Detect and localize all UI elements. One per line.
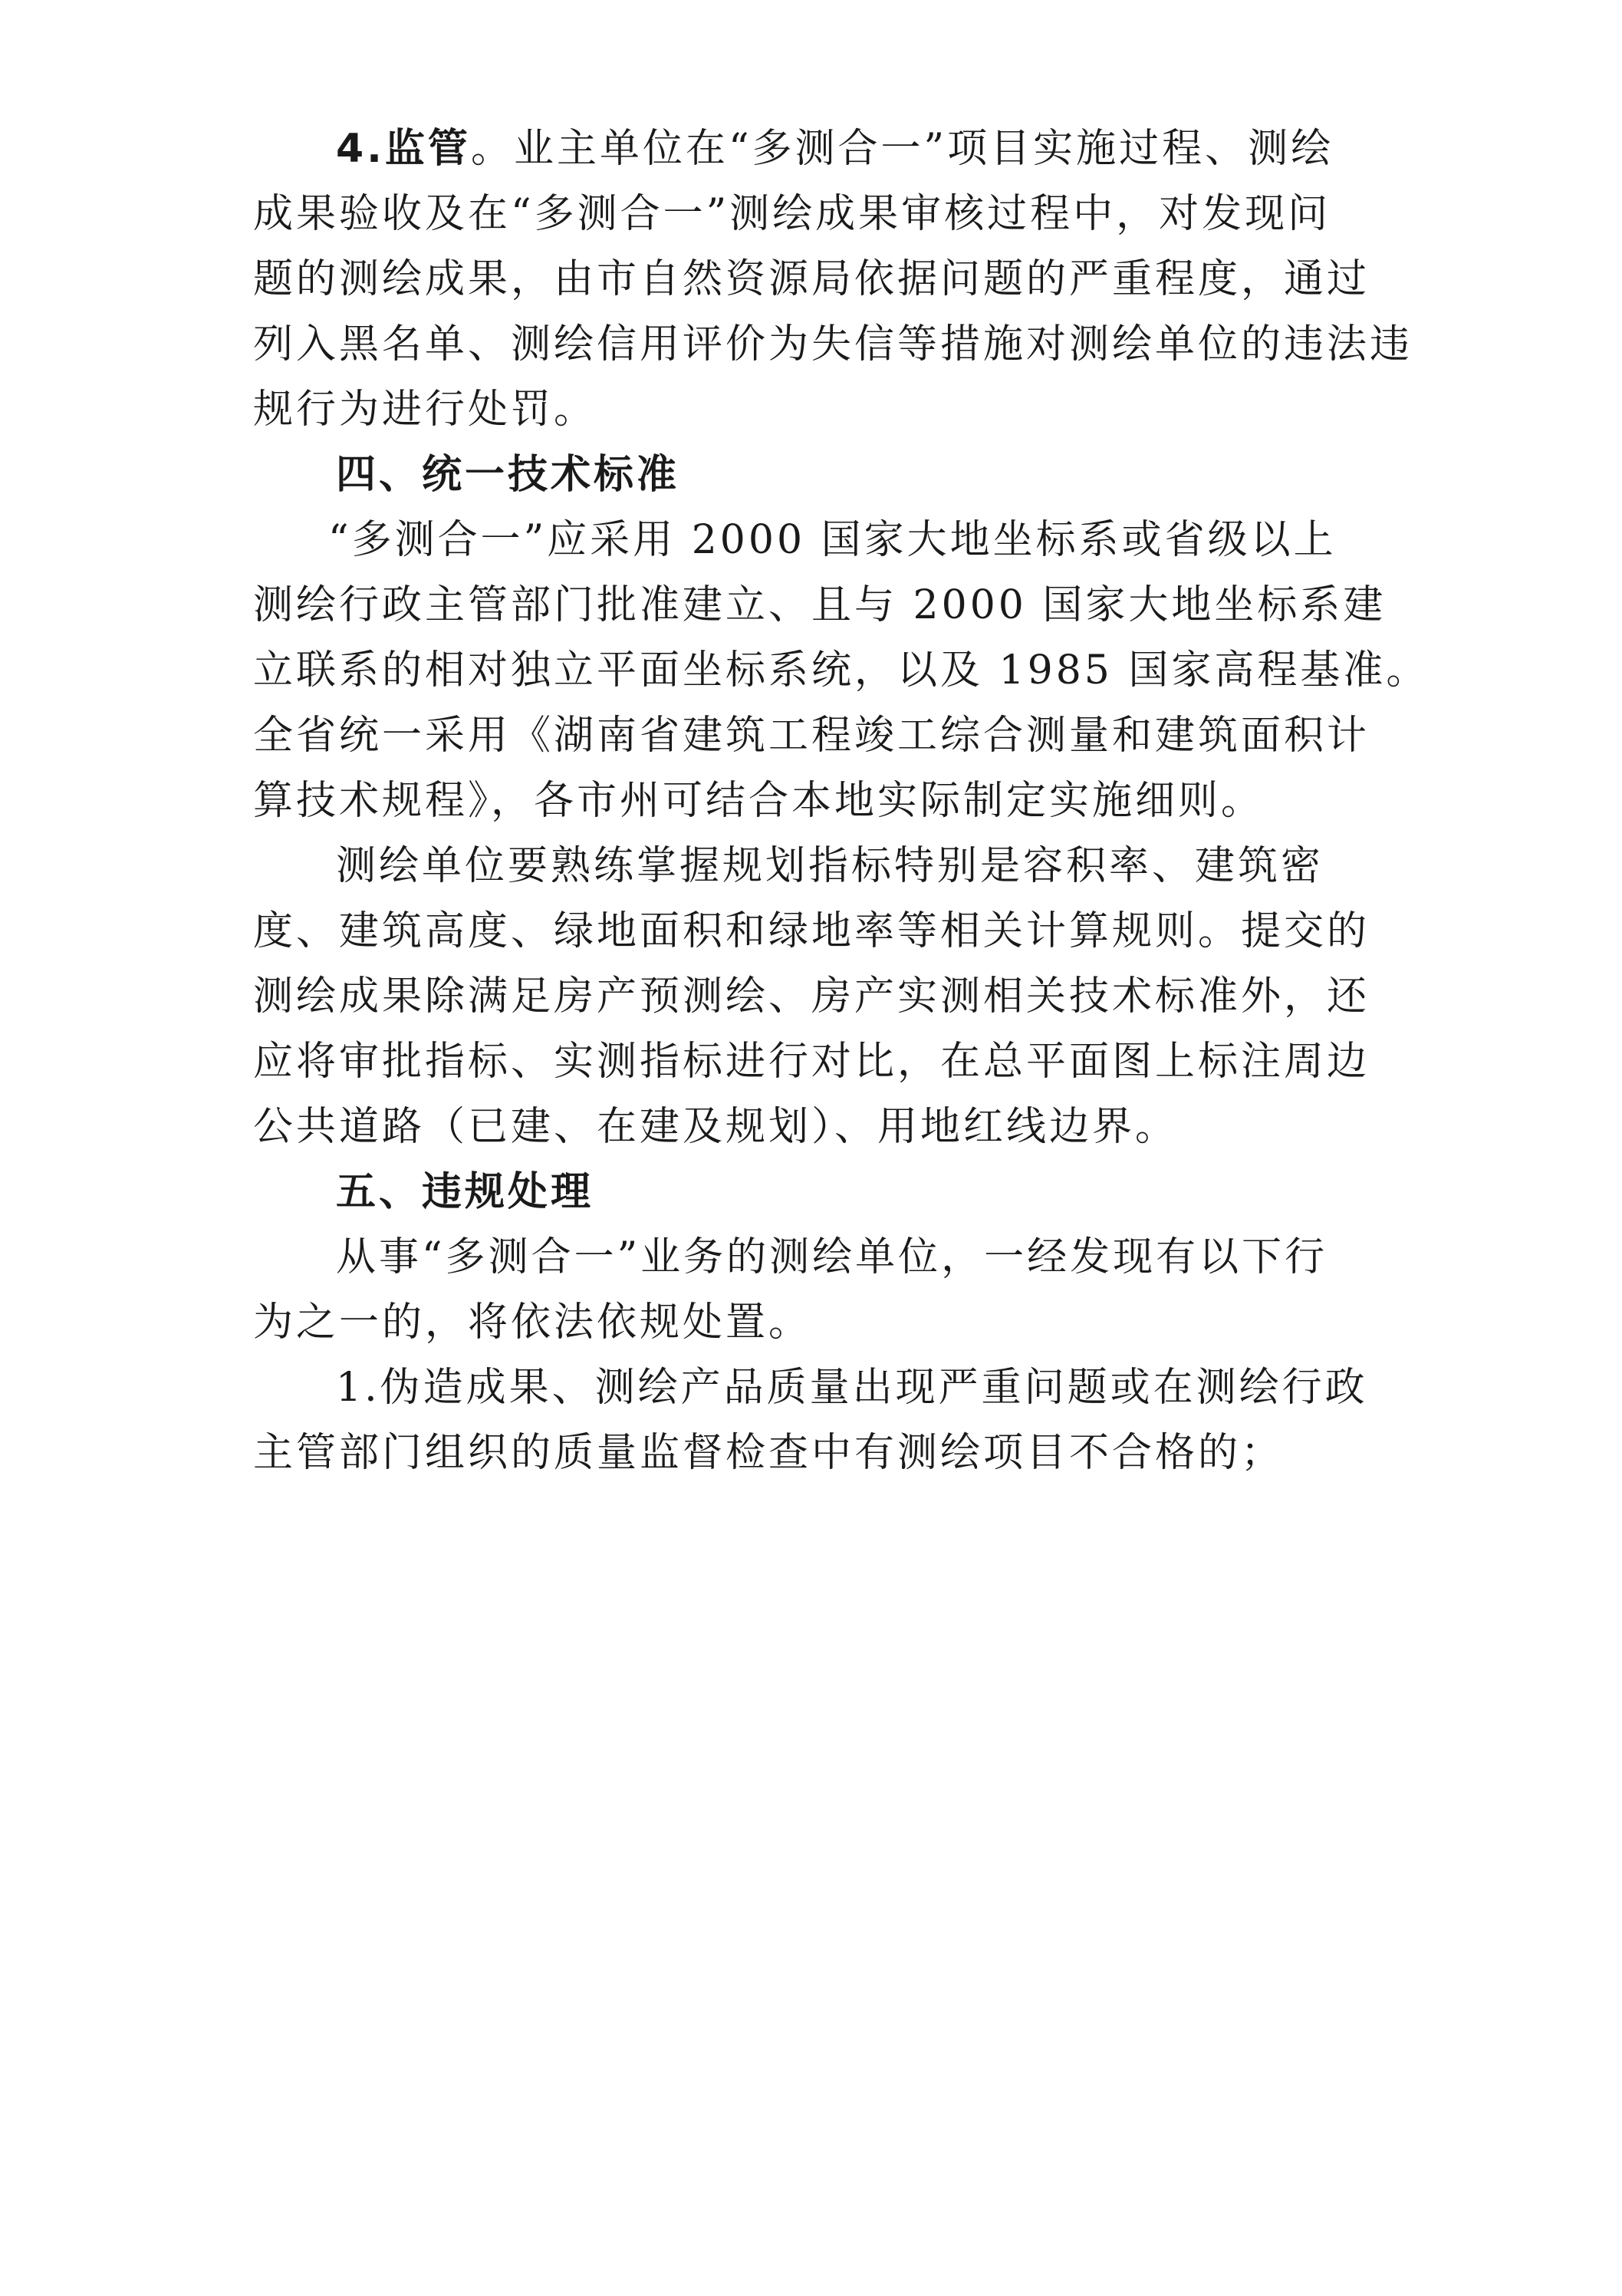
- section5-heading: 五、违规处理: [336, 1169, 594, 1215]
- item4-lead: 4.监管: [336, 126, 471, 172]
- section4-para2-line-3: 测绘成果除满足房产预测绘、房产实测相关技术标准外，还: [253, 973, 1370, 1020]
- section5-para1-line-2: 为之一的，将依法依规处置。: [253, 1300, 812, 1346]
- section4-heading: 四、统一技术标准: [336, 452, 680, 498]
- section4-para2-line-4: 应将审批指标、实测指标进行对比，在总平面图上标注周边: [253, 1039, 1370, 1085]
- item4-line-5: 规行为进行处罚。: [253, 387, 597, 433]
- item4-line-3: 题的测绘成果，由市自然资源局依据问题的严重程度，通过: [253, 256, 1370, 302]
- section5-item1-line-1: 1.伪造成果、测绘产品质量出现严重问题或在测绘行政: [336, 1365, 1368, 1411]
- item4-line-4: 列入黑名单、测绘信用评价为失信等措施对测绘单位的违法违: [253, 321, 1413, 367]
- item4-line-2: 成果验收及在“多测合一”测绘成果审核过程中，对发现问: [253, 191, 1331, 237]
- item4-line-1: [336, 121, 1334, 176]
- section4-para1-line-5: 算技术规程》，各市州可结合本地实际制定实施细则。: [253, 778, 1265, 824]
- item4-line-1-text: 。业主单位在“多测合一”项目实施过程、测绘: [470, 126, 1334, 172]
- section4-para1-line-4: 全省统一采用《湖南省建筑工程竣工综合测量和建筑面积计: [253, 713, 1370, 759]
- section4-para1-line-3: 立联系的相对独立平面坐标系统，以及 1985 国家高程基准。: [253, 647, 1430, 693]
- section4-para2-line-2: 度、建筑高度、绿地面积和绿地率等相关计算规则。提交的: [253, 908, 1370, 954]
- section4-para2-line-5: 公共道路（已建、在建及规划）、用地红线边界。: [253, 1104, 1179, 1150]
- section4-para1-line-1: “多测合一”应采用 2000 国家大地坐标系或省级以上: [328, 517, 1337, 563]
- section5-item1-line-2: 主管部门组织的质量监督检查中有测绘项目不合格的；: [253, 1430, 1285, 1476]
- section4-para2-line-1: 测绘单位要熟练掌握规划指标特别是容积率、建筑密: [336, 843, 1324, 889]
- section5-para1-line-1: 从事“多测合一”业务的测绘单位，一经发现有以下行: [336, 1234, 1328, 1280]
- section4-para1-line-2: 测绘行政主管部门批准建立、且与 2000 国家大地坐标系建: [253, 582, 1387, 628]
